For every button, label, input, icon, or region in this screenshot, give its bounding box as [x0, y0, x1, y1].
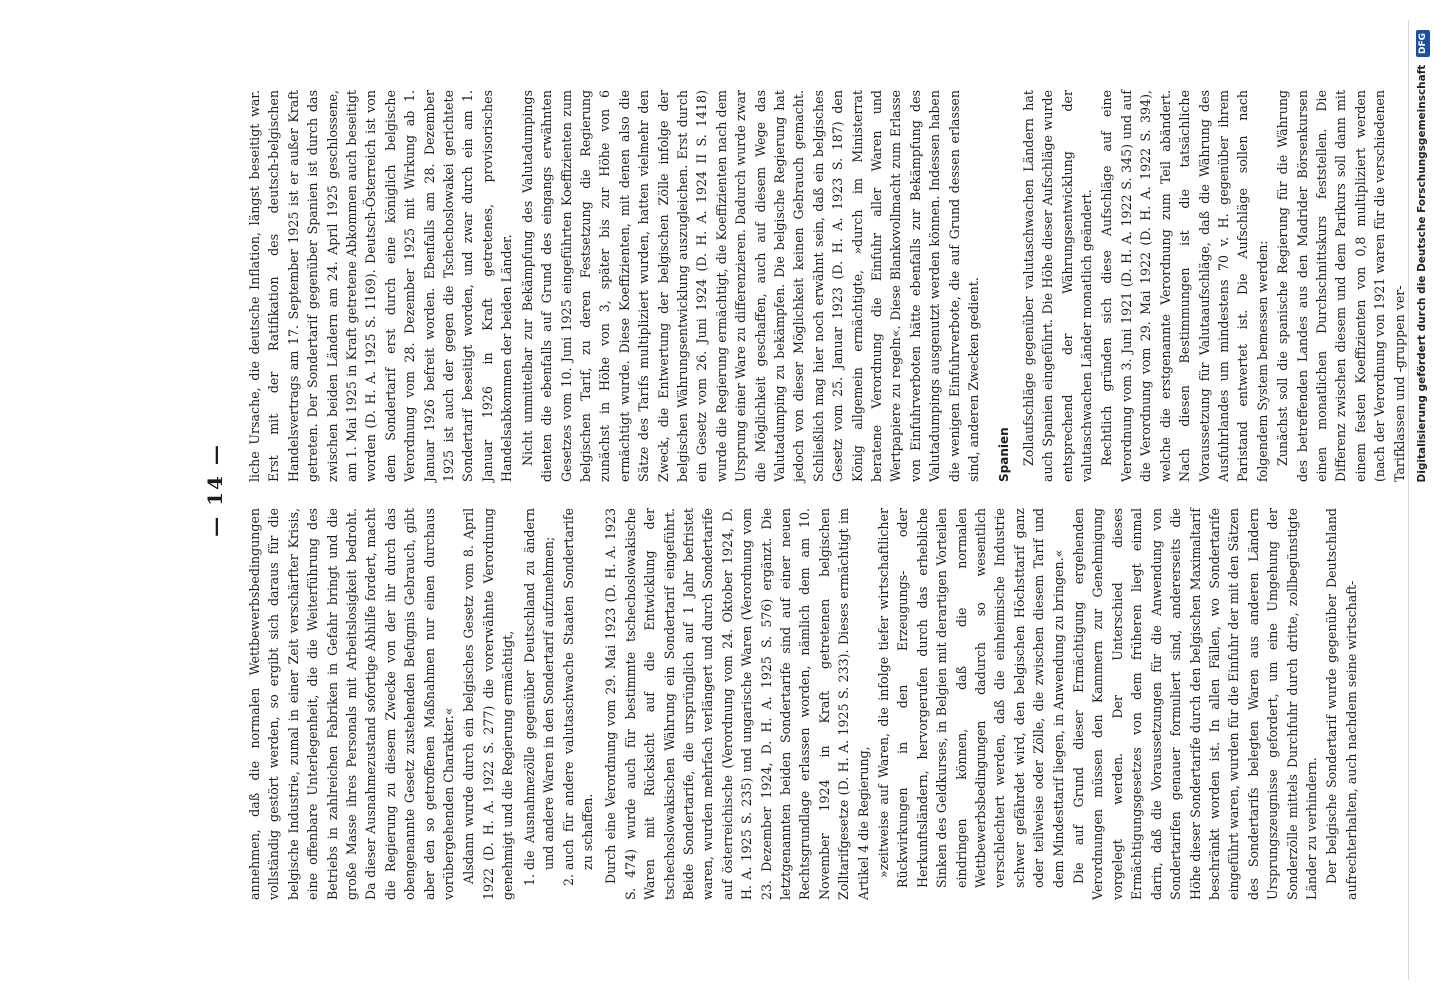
numbered-list [520, 508, 598, 900]
page-number: — 14 — [203, 443, 227, 537]
paragraph: Durch eine Verordnung vom 29. Mai 1923 (D. H. A. 1923 S. 474) wurde auch für bestimmte tschechoslowakische Waren mit Rücksicht auf die Entwicklung der tschechoslowakischen Währung ein Sondertarif eingeführt. Beide Sondertarife, die ursprünglich auf 1 Jahr befristet waren, wurden mehrfach verlängert und durch Sondertarife auf österreichische (Verordnung vom 24. Oktober 1924, D. H. A. 1925 S. 235) und ungarische Waren (Verordnung vom 23. Dezember 1924, D. H. A. 1925 S. 576) ergänzt. Die letztgenannten beiden Sondertarife sind auf einer neuen Rechtsgrundlage erlassen worden, nämlich dem am 10. November 1924 in Kraft getretenen belgischen Zolltarifgesetze (D. H. A. 1925 S. 233). Dieses ermächtigt im Artikel 4 die Regierung, [603, 508, 871, 900]
list-item: 2. auch für andere valutaschwache Staaten Sondertarife zu schaffen. [559, 508, 598, 870]
digitization-sidebar [1408, 20, 1435, 980]
list-item: 1. die Ausnahmezölle gegenüber Deutschland zu ändern und andere Waren in den Sondertarif aufzunehmen; [520, 508, 559, 870]
paragraph: Nicht unmittelbar zur Bekämpfung des Valutadumpings dienten die ebenfalls auf Grund des eingangs erwähnten Gesetzes vom 10. Juni 1925 eingeführten Koeffizienten zum belgischen Tarif, zu deren Festsetzung die Regierung zunächst in Höhe von 3, später bis zur Höhe von 6 ermächtigt wurde. Diese Koeffizienten, mit denen also die Sätze des Tarifs multipliziert wurden, hatten vielmehr den Zweck, die Entwertung der belgischen Zölle infolge der belgischen Währungsentwicklung auszugleichen. Erst durch ein Gesetz vom 26. Juni 1924 (D. H. A. 1924 II S. 1418) wurde die Regierung ermächtigt, die Koeffizienten nach dem Ursprung einer Ware zu differenzieren. Dadurch wurde zwar die Möglichkeit geschaffen, auch auf diesem Wege das Valutadumping zu bekämpfen. Die belgische Regierung hat jedoch von dieser Möglichkeit keinen Gebrauch gemacht. Schließlich mag hier noch erwähnt sein, daß ein belgisches Gesetz vom 25. Januar 1923 (D. H. A. 1923 S. 187) den König allgemein ermächtigte, »durch im Ministerrat beratene Verordnung die Einfuhr aller Waren und Wertpapiere zu regeln«. Diese Blankovollmacht zum Erlasse von Einfuhrverboten hätte ebenfalls zur Bekämpfung des Valutadumpings ausgenutzt werden können. Indessen haben die wenigen Einfuhrverbote, die auf Grund dessen erlassen sind, anderen Zwecken gedient. [519, 90, 982, 482]
paragraph: Der belgische Sondertarif wurde gegenüber Deutschland aufrechterhalten, auch nachdem seine wirtschaft- [1324, 508, 1359, 900]
left-column [245, 508, 1359, 900]
paragraph: Zunächst soll die spanische Regierung für die Währung des betreffenden Landes aus den Madrider Börsenkursen einen monatlichen Durchschnittskurs feststellen. Die Differenz zwischen diesem und dem Parikurs soll dann mit einem festen Koeffizienten von 0,8 multipliziert werden (nach der Verordnung von 1921 waren für die verschiedenen Tarifklassen und -gruppen ver- [1275, 90, 1407, 482]
paragraph: liche Ursache, die deutsche Inflation, längst beseitigt war. Erst mit der Ratifikation des deutsch-belgischen Handelsvertrags am 17. September 1925 ist er außer Kraft getreten. Der Sondertarif gegenüber Spanien ist durch das zwischen beiden Ländern am 24. April 1925 geschlossene, am 1. Mai 1925 in Kraft getretene Abkommen auch beseitigt worden (D. H. A. 1925 S. 1169). Deutsch-Österreich ist von dem Sondertarif erst durch eine königlich belgische Verordnung vom 28. Dezember 1925 mit Wirkung ab 1. Januar 1926 befreit worden. Ebenfalls am 28. Dezember 1925 ist auch der gegen die Tschechoslowakei gerichtete Sondertarif beseitigt worden, und zwar durch ein am 1. Januar 1926 in Kraft getretenes, provisorisches Handelsabkommen der beiden Länder. [247, 90, 515, 482]
credit-line [1414, 30, 1430, 970]
dfg-logo: DFG [1416, 30, 1430, 57]
paragraph: Alsdann wurde durch ein belgisches Gesetz vom 8. April 1922 (D. H. A. 1922 S. 277) die vorerwähnte Verordnung genehmigt und die Regierung ermächtigt, [461, 508, 516, 900]
document-page [195, 80, 1407, 900]
paragraph: Die auf Grund dieser Ermächtigung ergehenden Verordnungen müssen den Kammern zur Genehmigung vorgelegt werden. Der Unterschied dieses Ermächtigungsgesetzes von dem früheren liegt einmal darin, daß die Voraussetzungen für die Anwendung von Sondertarifen genauer formuliert sind, andererseits die Höhe dieser Sondertarife durch den belgischen Maximaltarif beschränkt worden ist. In allen Fällen, wo Sondertarife eingeführt waren, wurden für die Einfuhr der mit den Sätzen des Sondertarifs belegten Waren aus anderen Ländern Ursprungszeugnisse gefordert, um eine Umgehung der Sonderzölle mittels Durchfuhr durch dritte, zollbegünstigte Länder zu verhindern. [1071, 508, 1319, 900]
section-heading: Spanien [997, 427, 1012, 482]
paragraph: Zollaufschläge gegenüber valutaschwachen Ländern hat auch Spanien eingeführt. Die Höhe dieser Aufschläge wurde entsprechend der Währungsentwicklung der valutaschwachen Länder monatlich geändert. [1020, 90, 1095, 482]
quotation: »zeitweise auf Waren, die infolge tiefer wirtschaftlicher Rückwirkungen in den Erzeugungs- oder Herkunftsländern, hervorgerufen durch das erhebliche Sinken des Geldkurses, in Belgien mit derartigen Vorteilen eindringen können, daß die normalen Wettbewerbsbedingungen dadurch so wesentlich verschlechtert werden, daß die einheimische Industrie schwer gefährdet wird, den belgischen Höchsttarif ganz oder teilweise oder Zölle, die zwischen diesem Tarif und dem Mindesttarif liegen, in Anwendung zu bringen.« [876, 508, 1066, 888]
paragraph: annehmen, daß die normalen Wettbewerbsbedingungen vollständig gestört werden, so ergibt sich daraus für die belgische Industrie, zumal in einer Zeit verschärfter Krisis, eine offenbare Unterlegenheit, die die Weiterführung des Betriebs in zahlreichen Fabriken in Gefahr bringt und die große Masse ihres Personals mit Arbeitslosigkeit bedroht. Da dieser Ausnahmezustand sofortige Abhilfe fordert, macht die Regierung zu diesem Zwecke von der ihr durch das obengenannte Gesetz zustehenden Befugnis Gebrauch, gibt aber den so getroffenen Maßnahmen nur einen durchaus vorübergehenden Charakter.« [247, 508, 457, 900]
paragraph: Rechtlich gründen sich diese Aufschläge auf eine Verordnung vom 3. Juni 1921 (D. H. A. 1922 S. 345) und auf die Verordnung vom 29. Mai 1922 (D. H. A. 1922 S. 394), welche die erstgenannte Verordnung zum Teil abändert. Nach diesen Bestimmungen ist die tatsächliche Voraussetzung für Valutaaufschläge, daß die Währung des Ausfuhrlandes um mindestens 70 v. H. gegenüber ihrem Paristand entwertet ist. Die Aufschläge sollen nach folgendem System bemessen werden: [1099, 90, 1270, 482]
right-column [245, 90, 1407, 482]
credit-text: Digitalisierung gefördert durch die Deutsche Forschungsgemeinschaft [1416, 64, 1428, 483]
